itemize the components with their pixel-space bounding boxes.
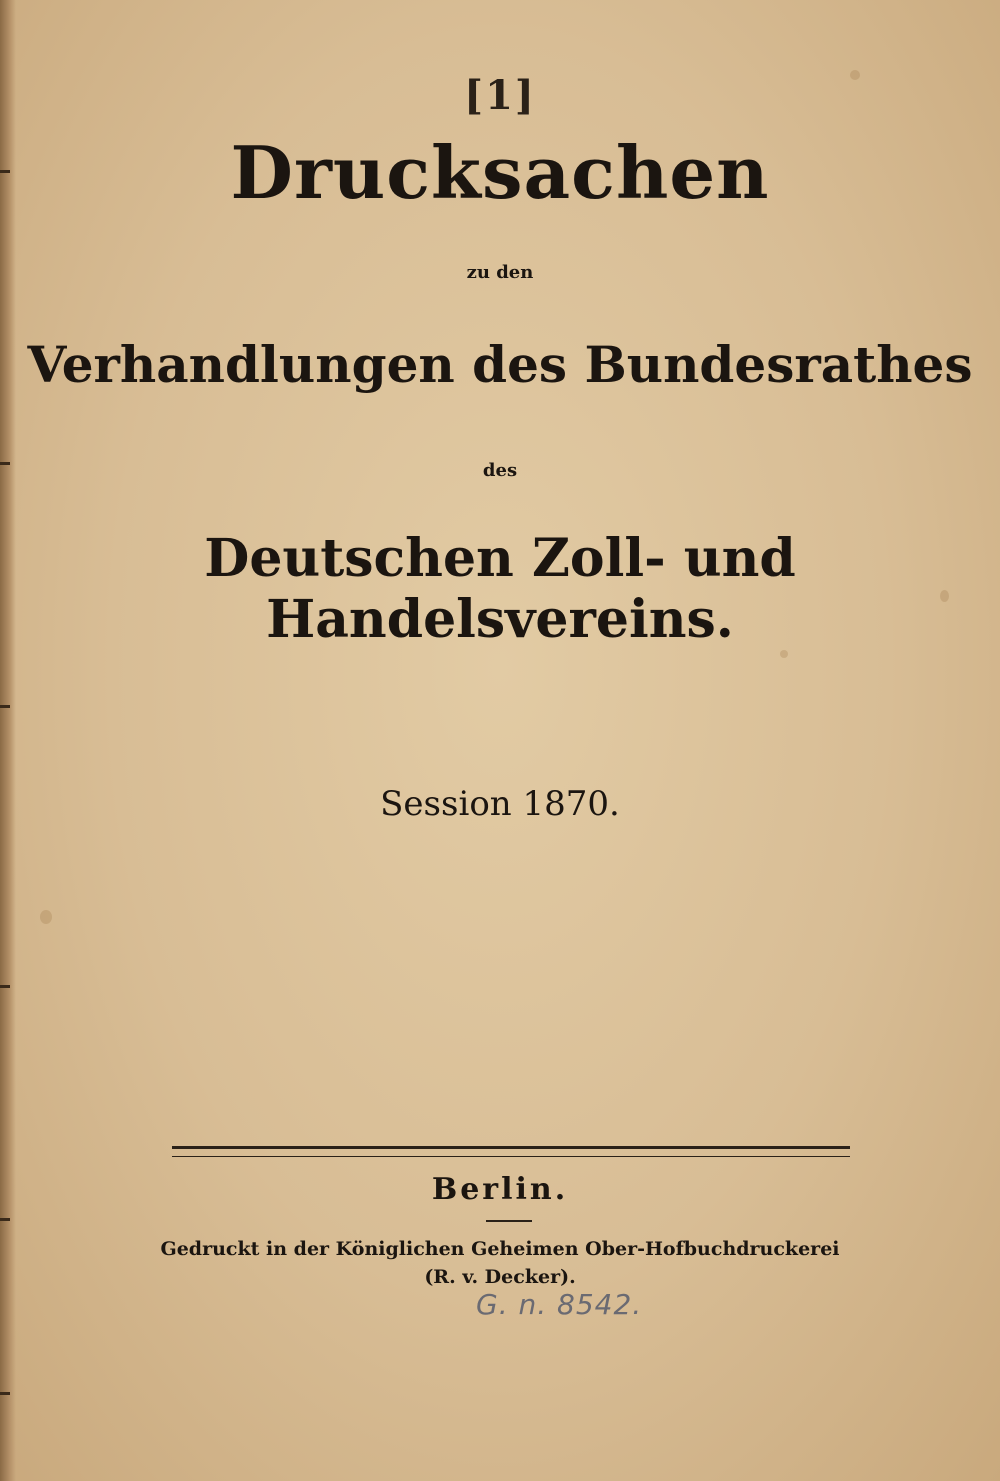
title-line-2: Verhandlungen des Bundesrathes bbox=[27, 335, 973, 394]
subtitle-connector-2: des bbox=[482, 460, 518, 481]
imprint-city: Berlin. bbox=[431, 1172, 569, 1207]
main-title: Drucksachen bbox=[230, 130, 770, 215]
edge-tick bbox=[0, 1392, 10, 1395]
edge-tick bbox=[0, 1218, 10, 1221]
session-label: Session 1870. bbox=[380, 784, 620, 824]
paper-stain bbox=[40, 910, 52, 924]
title-line-3: Deutschen Zoll- und Handelsvereins. bbox=[204, 528, 796, 650]
double-rule-divider bbox=[172, 1146, 850, 1157]
handwritten-shelfmark: G. n. 8542. bbox=[476, 1288, 643, 1321]
edge-tick bbox=[0, 985, 10, 988]
edge-tick bbox=[0, 705, 10, 708]
paper-stain bbox=[780, 650, 788, 658]
imprint-printer: Gedruckt in der Königlichen Geheimen Ober-Hofbuchdruckerei bbox=[160, 1238, 840, 1260]
page-number-mark: [1] bbox=[464, 72, 536, 119]
imprint-printer-name: (R. v. Decker). bbox=[424, 1266, 576, 1288]
subtitle-connector: zu den bbox=[466, 262, 534, 283]
short-divider bbox=[486, 1220, 532, 1222]
